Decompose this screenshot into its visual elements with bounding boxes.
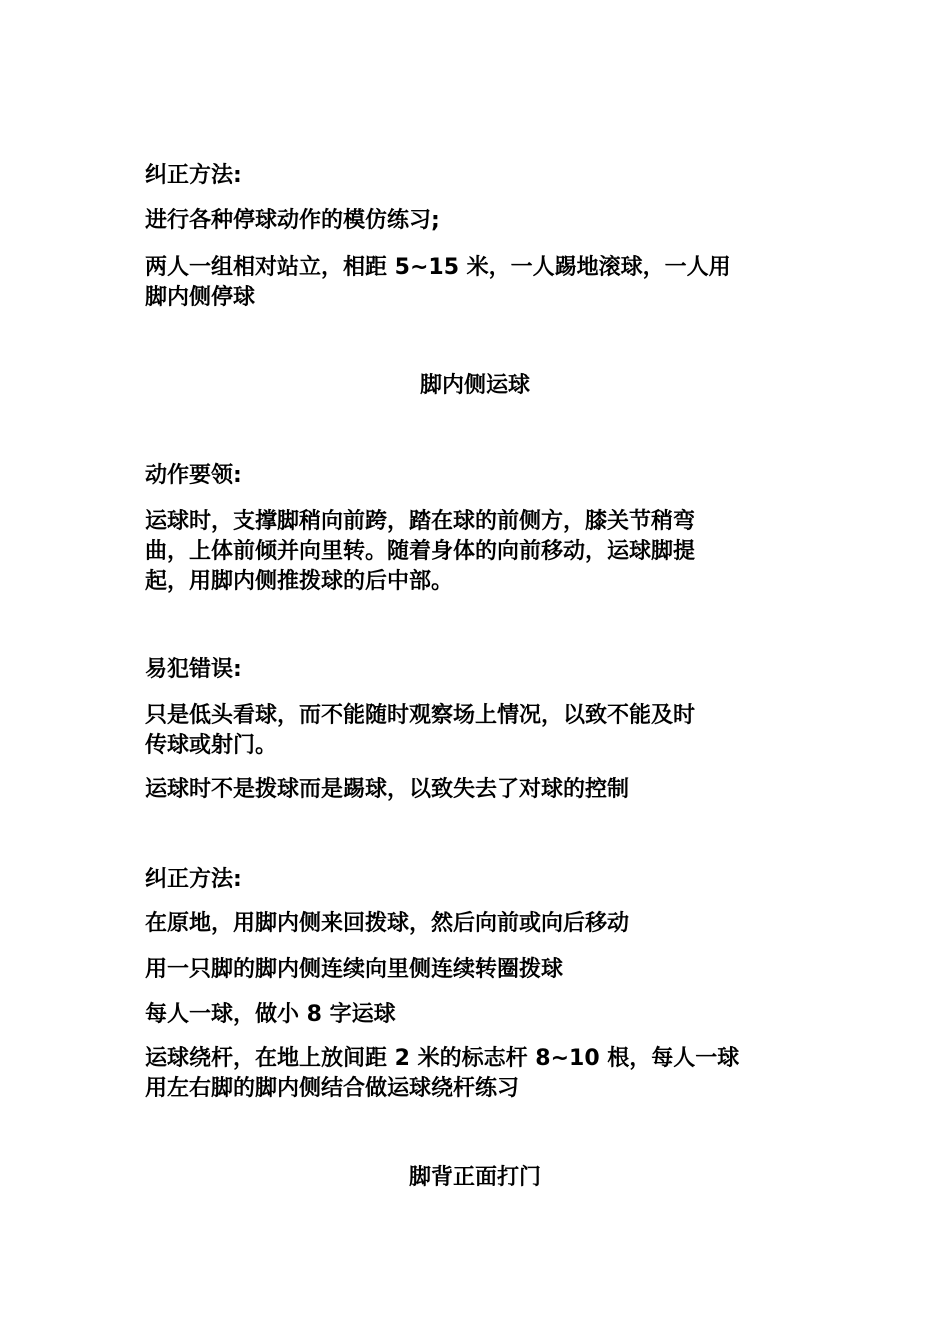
text-line: 传球或射门。 [145, 733, 278, 758]
text-line: 运球时，支撑脚稍向前跨，踏在球的前侧方，膝关节稍弯 [145, 509, 696, 534]
correction-item: 用一只脚的脚内侧连续向里侧连续转圈拨球 [145, 957, 564, 982]
text-line: 起，用脚内侧推拨球的后中部。 [145, 569, 454, 594]
text-line: 脚内侧停球 [145, 285, 256, 310]
correction-item: 进行各种停球动作的模仿练习; [145, 208, 440, 233]
correction-method-label: 纠正方法: [145, 163, 242, 188]
key-points-paragraph [145, 507, 805, 597]
key-points-label: 动作要领: [145, 463, 242, 488]
text-line: 曲，上体前倾并向里转。随着身体的向前移动，运球脚提 [145, 539, 696, 564]
mistake-item: 运球时不是拨球而是踢球，以致失去了对球的控制 [145, 777, 630, 802]
correction-item: 每人一球，做小 8 字运球 [145, 1002, 396, 1027]
text-line: 只是低头看球，而不能随时观察场上情况，以致不能及时 [145, 703, 696, 728]
correction-item [145, 253, 805, 313]
section-heading: 脚背正面打门 [408, 1165, 541, 1190]
correction-item [145, 1044, 805, 1104]
text-line: 运球绕杆，在地上放间距 2 米的标志杆 8~10 根，每人一球 [145, 1046, 740, 1071]
section-heading: 脚内侧运球 [419, 373, 530, 398]
correction-method-label: 纠正方法: [145, 867, 242, 892]
correction-item: 在原地，用脚内侧来回拨球，然后向前或向后移动 [145, 911, 630, 936]
mistake-item [145, 701, 805, 761]
common-mistakes-label: 易犯错误: [145, 657, 242, 682]
text-line: 两人一组相对站立，相距 5~15 米，一人踢地滚球，一人用 [145, 255, 731, 280]
text-line: 用左右脚的脚内侧结合做运球绕杆练习 [145, 1076, 520, 1101]
